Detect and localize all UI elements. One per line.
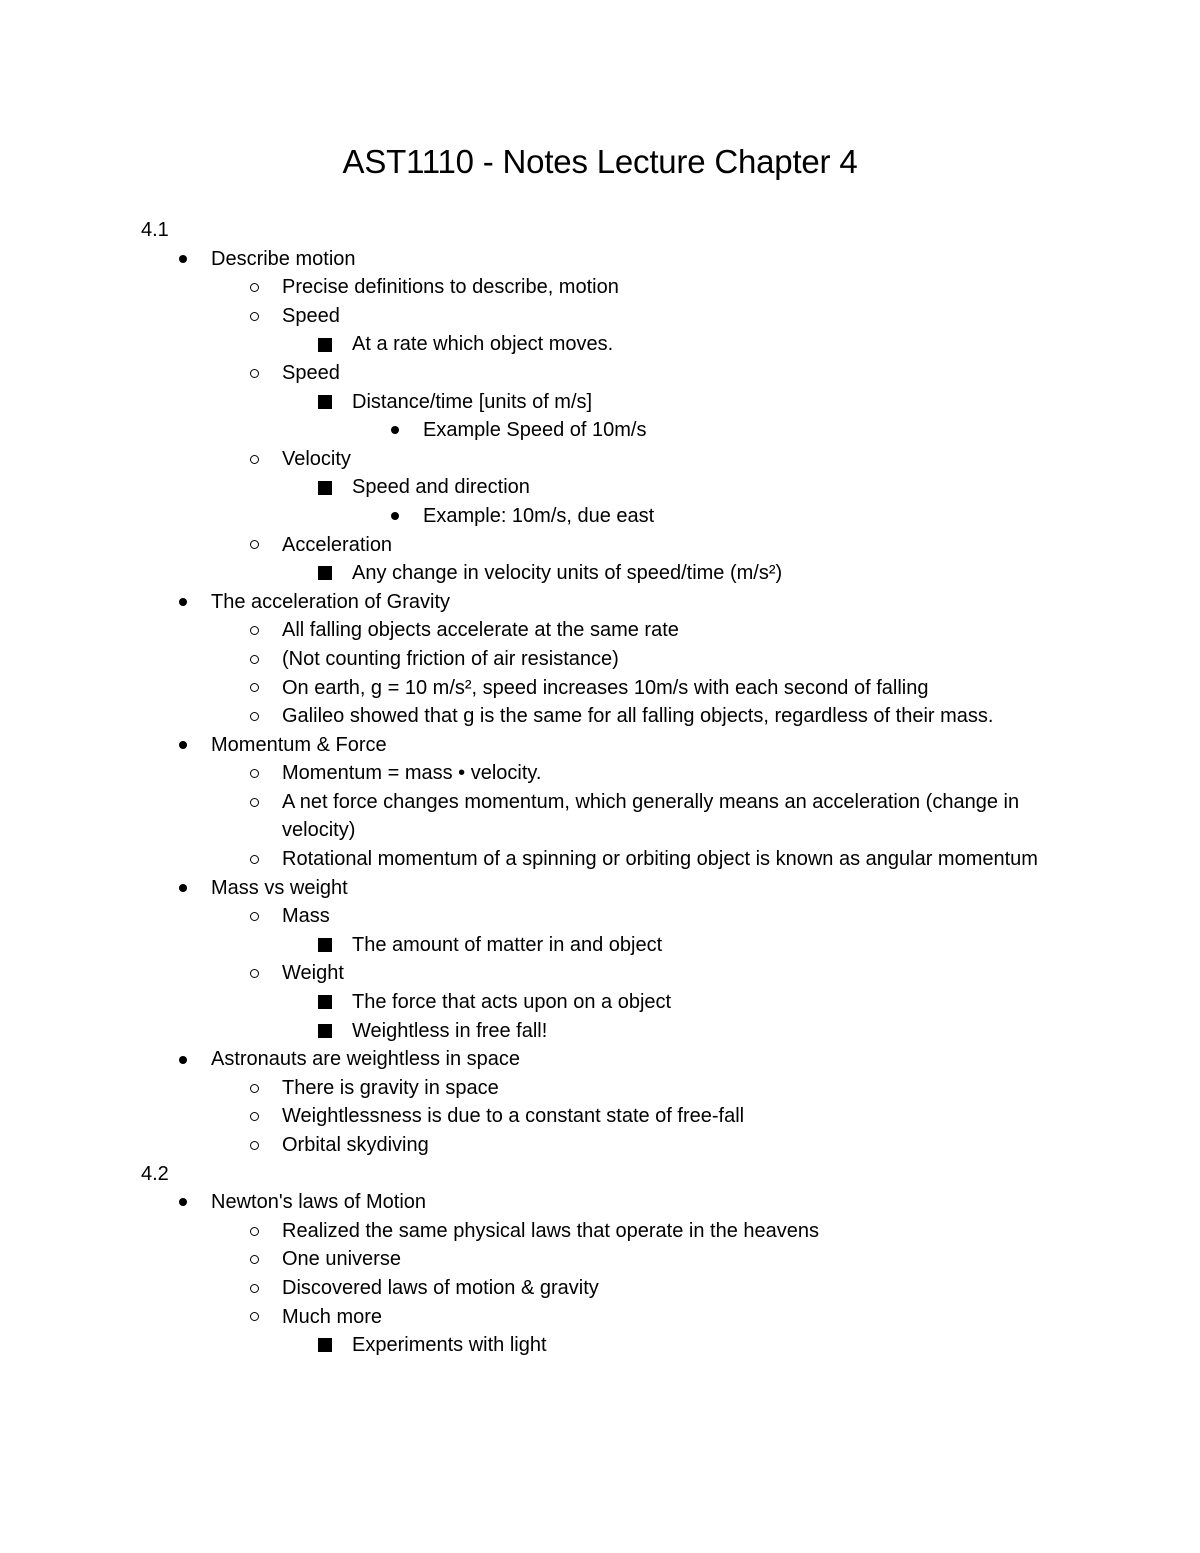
bullet-square-icon <box>317 473 333 502</box>
bullet-dot-icon <box>387 416 403 445</box>
bullet-dot-icon <box>175 588 191 617</box>
bullet-circle-icon <box>246 1074 262 1103</box>
list-item <box>0 473 1200 502</box>
section-heading: 4.1 <box>141 219 169 241</box>
list-item-text: Example Speed of 10m/s <box>423 419 647 442</box>
list-item-text: Galileo showed that g is the same for all falling objects, regardless of their mass. <box>282 705 994 728</box>
list-item-text: (Not counting friction of air resistance) <box>282 647 619 670</box>
list-item-text: A net force changes momentum, which generally means an acceleration (change in velocity) <box>282 790 1020 842</box>
bullet-circle-icon <box>246 616 262 645</box>
list-item <box>0 674 1200 703</box>
bullet-circle-icon <box>246 674 262 703</box>
bullet-square-icon <box>317 388 333 417</box>
list-item <box>0 359 1200 388</box>
list-item-text: Orbital skydiving <box>282 1134 429 1156</box>
bullet-circle-icon <box>246 788 262 817</box>
list-item-text: Speed and direction <box>352 476 530 499</box>
list-item <box>0 416 1200 445</box>
list-item-text: Any change in velocity units of speed/time (m/s²) <box>352 562 783 585</box>
list-item-text: Discovered laws of motion & gravity <box>282 1276 599 1299</box>
list-item <box>0 931 1200 960</box>
list-item <box>0 845 1200 874</box>
list-item-text: Describe motion <box>211 247 356 270</box>
list-item <box>0 1331 1200 1360</box>
list-item-text: At a rate which object moves. <box>352 333 614 356</box>
list-item-text: On earth, g = 10 m/s², speed increases 10m/s with each second of falling <box>282 676 929 699</box>
bullet-circle-icon <box>246 1217 262 1246</box>
section-heading: 4.2 <box>141 1162 169 1185</box>
list-item <box>0 445 1200 474</box>
list-item-text: Distance/time [units of m/s] <box>352 390 593 413</box>
list-item <box>0 759 1200 788</box>
list-item-text: Speed <box>282 361 340 384</box>
bullet-circle-icon <box>246 273 262 302</box>
bullet-square-icon <box>317 931 333 960</box>
list-item-text: Precise definitions to describe, motion <box>282 276 619 299</box>
list-item-text: Much more <box>282 1305 383 1328</box>
list-item <box>0 1217 1200 1246</box>
list-item-text: Momentum & Force <box>211 733 387 756</box>
list-item <box>0 388 1200 417</box>
list-item <box>0 1131 1200 1160</box>
list-item-text: Example: 10m/s, due east <box>423 504 655 527</box>
list-item <box>0 1074 1200 1103</box>
list-item <box>0 959 1200 988</box>
bullet-circle-icon <box>246 759 262 788</box>
list-item <box>0 788 1200 845</box>
list-item <box>0 588 1200 617</box>
list-item-text: Astronauts are weightless in space <box>211 1048 521 1071</box>
bullet-circle-icon <box>246 645 262 674</box>
list-item-text: The force that acts upon on a object <box>352 991 672 1014</box>
list-item-text: Weight <box>282 962 344 985</box>
bullet-circle-icon <box>246 445 262 474</box>
bullet-circle-icon <box>246 702 262 731</box>
list-item <box>0 1274 1200 1303</box>
bullet-square-icon <box>317 988 333 1017</box>
list-item <box>0 273 1200 302</box>
bullet-circle-icon <box>246 902 262 931</box>
list-item <box>0 302 1200 331</box>
bullet-dot-icon <box>175 1188 191 1217</box>
bullet-circle-icon <box>246 959 262 988</box>
list-item <box>0 988 1200 1017</box>
bullet-circle-icon <box>246 1303 262 1332</box>
list-item <box>0 559 1200 588</box>
list-item-text: One universe <box>282 1248 401 1271</box>
list-item-text: The amount of matter in and object <box>352 933 663 956</box>
list-item <box>0 1245 1200 1274</box>
bullet-dot-icon <box>175 1045 191 1074</box>
document-title: AST1110 - Notes Lecture Chapter 4 <box>342 143 858 180</box>
list-item <box>0 645 1200 674</box>
list-item-text: Weightless in free fall! <box>352 1019 548 1042</box>
bullet-dot-icon <box>175 874 191 903</box>
list-item <box>0 502 1200 531</box>
bullet-square-icon <box>317 559 333 588</box>
list-item <box>0 731 1200 760</box>
list-item-text: The acceleration of Gravity <box>211 590 450 613</box>
bullet-square-icon <box>317 330 333 359</box>
list-item-text: Momentum = mass • velocity. <box>282 762 542 785</box>
list-item-text: All falling objects accelerate at the same rate <box>282 619 679 642</box>
bullet-circle-icon <box>246 1131 262 1160</box>
list-item <box>0 1102 1200 1131</box>
bullet-dot-icon <box>387 502 403 531</box>
bullet-circle-icon <box>246 531 262 560</box>
list-item <box>0 1045 1200 1074</box>
bullet-circle-icon <box>246 1245 262 1274</box>
list-item-text: Weightlessness is due to a constant state of free-fall <box>282 1105 745 1128</box>
list-item <box>0 616 1200 645</box>
list-item-text: Velocity <box>282 447 351 470</box>
list-item-text: There is gravity in space <box>282 1076 499 1099</box>
list-item-text: Speed <box>282 304 340 327</box>
list-item-text: Newton's laws of Motion <box>211 1191 427 1214</box>
bullet-circle-icon <box>246 359 262 388</box>
list-item <box>0 1017 1200 1046</box>
list-item-text: Realized the same physical laws that operate in the heavens <box>282 1219 819 1242</box>
list-item <box>0 1188 1200 1217</box>
bullet-circle-icon <box>246 845 262 874</box>
list-item <box>0 330 1200 359</box>
bullet-dot-icon <box>175 731 191 760</box>
list-item-text: Mass vs weight <box>211 876 348 899</box>
list-item <box>0 902 1200 931</box>
list-item <box>0 874 1200 903</box>
list-item-text: Acceleration <box>282 533 393 556</box>
bullet-circle-icon <box>246 1274 262 1303</box>
bullet-dot-icon <box>175 245 191 274</box>
list-item-text: Rotational momentum of a spinning or orbiting object is known as angular momentum <box>282 848 1038 871</box>
bullet-circle-icon <box>246 1102 262 1131</box>
list-item <box>0 531 1200 560</box>
bullet-circle-icon <box>246 302 262 331</box>
list-item-text: Experiments with light <box>352 1334 547 1357</box>
bullet-square-icon <box>317 1331 333 1360</box>
list-item <box>0 702 1200 731</box>
list-item-text: Mass <box>282 905 330 928</box>
list-item <box>0 1303 1200 1332</box>
notes-content <box>0 216 1200 1360</box>
list-item <box>0 245 1200 274</box>
bullet-square-icon <box>317 1017 333 1046</box>
